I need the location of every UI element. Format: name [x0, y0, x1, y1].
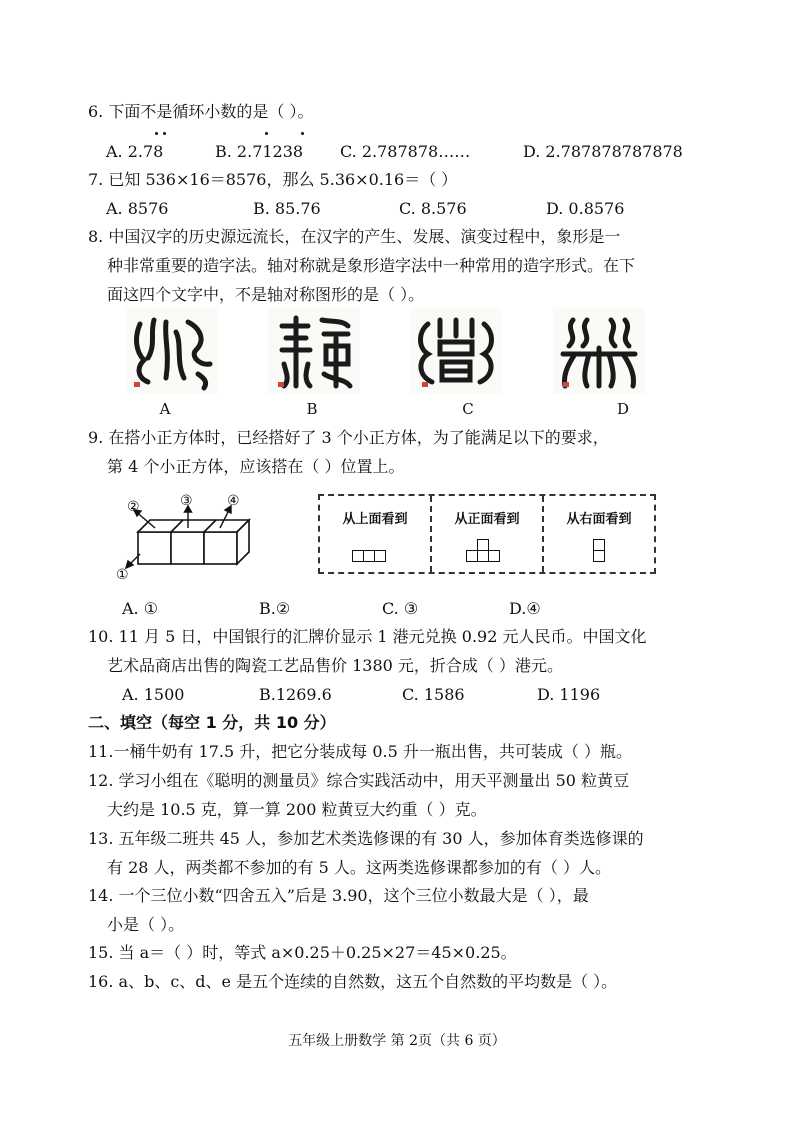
q15-text: 15. 当 a＝（ ）时，等式 a×0.25＋0.25×27＝45×0.25。: [88, 943, 517, 962]
caption-d: D: [616, 400, 630, 418]
q6-stem: 6. 下面不是循环小数的是（ ）。: [88, 102, 314, 121]
q13-line-2: 有 28 人，两类都不参加的有 5 人。这两类选修课都参加的有（ ）人。: [107, 858, 611, 877]
red-stamp: [134, 382, 140, 387]
seal-b-drawing: [268, 308, 360, 394]
marker-3: ③: [180, 493, 193, 509]
right-view-label: 从右面看到: [566, 512, 632, 527]
q12-line-2: 大约是 10.5 克，算一算 200 粒黄豆大约重（ ）克。: [107, 800, 487, 819]
q10-line-1: 10. 11 月 5 日，中国银行的汇牌价显示 1 港元兑换 0.92 元人民币。中国文化: [88, 627, 647, 646]
seal-script-character-c-image[interactable]: [410, 308, 502, 394]
marker-1: ①: [116, 567, 129, 583]
seal-script-character-a-image[interactable]: [126, 308, 218, 394]
repeating-dot: [265, 132, 268, 135]
q10-line-2: 艺术品商店出售的陶瓷工艺品售价 1380 元，折合成（ ）港元。: [107, 656, 563, 675]
seal-d-drawing: [553, 308, 645, 394]
q16-text: 16. a、b、c、d、e 是五个连续的自然数，这五个自然数的平均数是（ ）。: [88, 972, 618, 991]
q9-line-2: 第 4 个小正方体，应该搭在（ ）位置上。: [107, 457, 405, 476]
q9-line-1: 9. 在搭小正方体时，已经搭好了 3 个小正方体，为了能满足以下的要求，: [88, 428, 609, 447]
q9-option-c[interactable]: C. ③: [382, 599, 419, 618]
q7-option-c[interactable]: C. 8.576: [399, 199, 467, 218]
q6-option-d[interactable]: D. 2.787878787878: [523, 142, 683, 161]
three-views-box: [318, 494, 656, 574]
view-square: [374, 550, 386, 562]
q8-line-3: 面这四个文字中，不是轴对称图形的是（ ）。: [107, 285, 425, 304]
red-stamp: [422, 382, 428, 387]
repeating-dot: [163, 132, 166, 135]
q10-option-b[interactable]: B.1269.6: [259, 685, 332, 704]
seal-script-character-b-image[interactable]: [268, 308, 360, 394]
top-view-label: 从上面看到: [342, 512, 408, 527]
q8-line-2: 种非常重要的造字法。轴对称就是象形造字法中一种常用的造字形式。在下: [107, 256, 636, 275]
caption-c: C: [462, 400, 474, 418]
seal-script-character-d-image[interactable]: [553, 308, 645, 394]
front-view-label: 从正面看到: [454, 512, 520, 527]
q10-option-c[interactable]: C. 1586: [402, 685, 465, 704]
page-footer: 五年级上册数学 第 2页（共 6 页）: [288, 1033, 506, 1049]
seal-a-drawing: [126, 308, 218, 394]
repeating-dot: [301, 132, 304, 135]
q9-option-a[interactable]: A. ①: [122, 599, 159, 618]
q14-line-2: 小是（ ）。: [107, 915, 185, 934]
q6-option-c[interactable]: C. 2.787878……: [340, 142, 471, 161]
caption-a: A: [159, 400, 171, 418]
seal-c-drawing: [410, 308, 502, 394]
q11-text: 11.一桶牛奶有 17.5 升，把它分装成每 0.5 升一瓶出售，共可装成（ ）瓶。: [88, 742, 632, 761]
view-square: [488, 550, 500, 562]
red-stamp: [563, 382, 569, 387]
q7-option-d[interactable]: D. 0.8576: [546, 199, 625, 218]
marker-4: ④: [227, 493, 240, 509]
q10-option-a[interactable]: A. 1500: [122, 685, 185, 704]
marker-2: ②: [127, 499, 140, 515]
q10-option-d[interactable]: D. 1196: [537, 685, 601, 704]
q12-line-1: 12. 学习小组在《聪明的测量员》综合实践活动中，用天平测量出 50 粒黄豆: [88, 771, 630, 790]
repeating-dot: [155, 132, 158, 135]
q7-stem: 7. 已知 536×16＝8576，那么 5.36×0.16＝（ ）: [88, 170, 458, 189]
q8-line-1: 8. 中国汉字的历史源远流长，在汉字的产生、发展、演变过程中，象形是一: [88, 227, 621, 246]
q9-option-b[interactable]: B.②: [259, 599, 291, 618]
view-square: [593, 550, 605, 562]
q7-option-a[interactable]: A. 8576: [106, 199, 169, 218]
q13-line-1: 13. 五年级二班共 45 人，参加艺术类选修课的有 30 人，参加体育类选修课的: [88, 829, 644, 848]
caption-b: B: [306, 400, 318, 418]
red-stamp: [278, 382, 284, 387]
q9-option-d[interactable]: D.④: [509, 599, 541, 618]
q6-option-b[interactable]: B. 2.71238: [215, 142, 304, 161]
q7-option-b[interactable]: B. 85.76: [253, 199, 321, 218]
q14-line-1: 14. 一个三位小数“四舍五入”后是 3.90，这个三位小数最大是（ ），最: [88, 886, 589, 905]
q6-option-a[interactable]: A. 2.78: [106, 142, 164, 161]
section-2-title: 二、填空（每空 1 分，共 10 分）: [88, 713, 336, 732]
